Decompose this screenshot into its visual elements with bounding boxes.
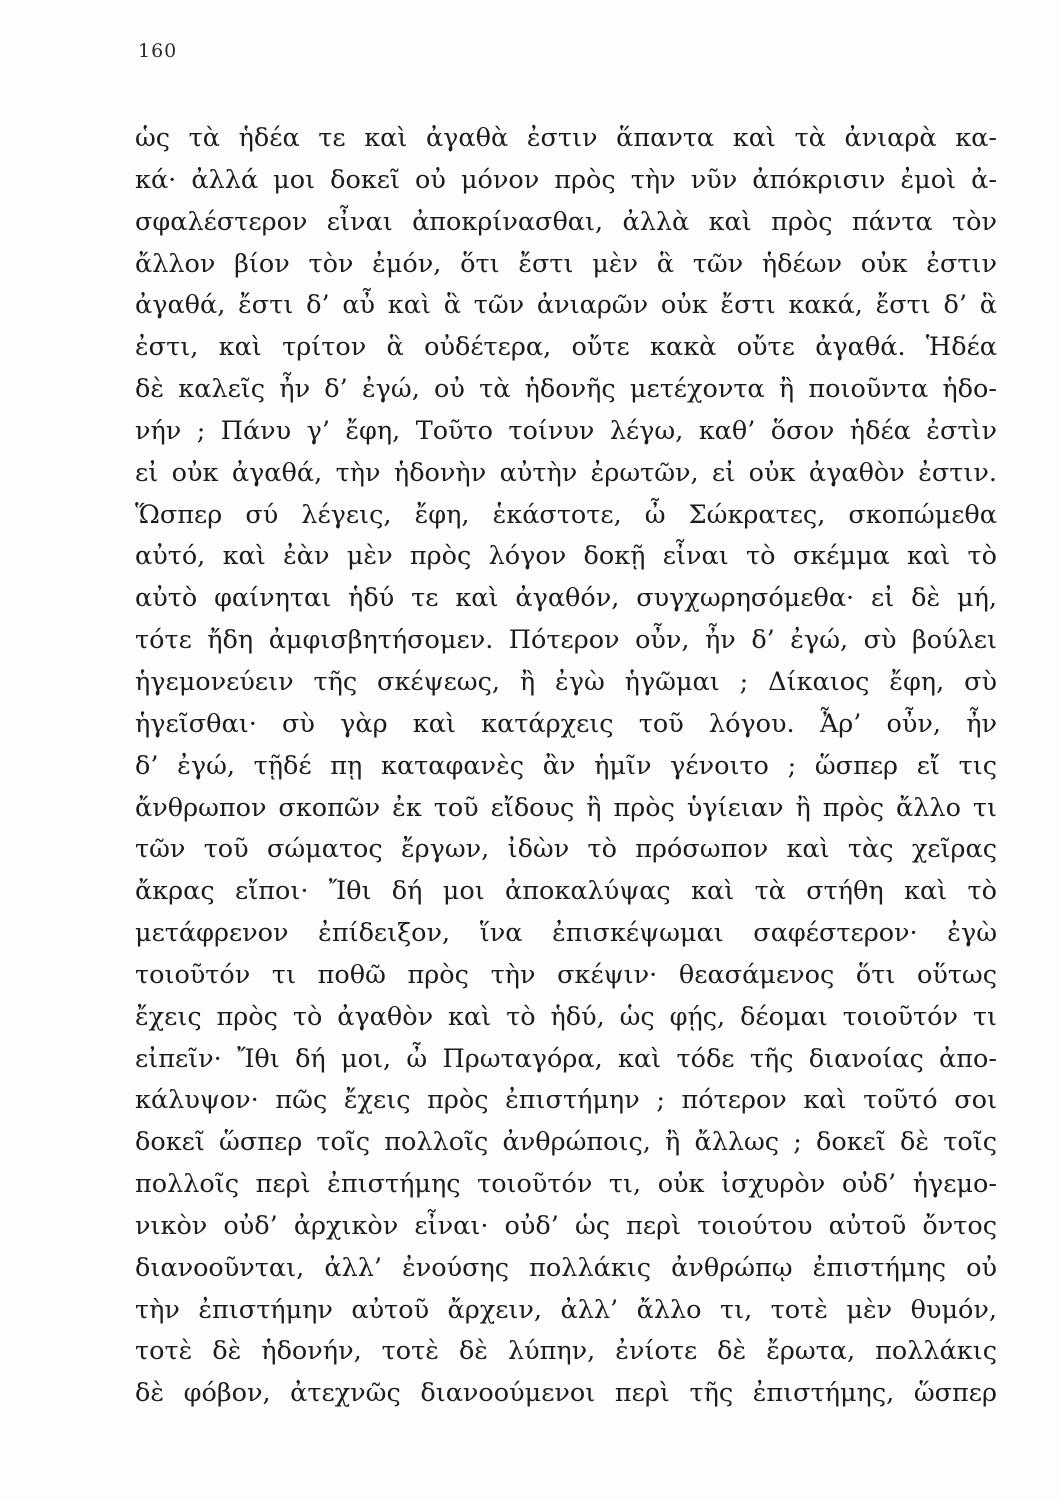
text-line: κάλυψον· πῶς ἔχεις πρὸς ἐπιστήμην ; πότερον καὶ τοῦτό σοι xyxy=(135,1085,997,1116)
text-line: Ὥσπερ σύ λέγεις, ἔφη, ἑκάστοτε, ὦ Σώκρατες, σκοπώμεθα xyxy=(135,499,997,530)
text-line: νικὸν οὐδ’ ἀρχικὸν εἶναι· οὐδ’ ὡς περὶ τοιούτου αὐτοῦ ὄντος xyxy=(135,1210,997,1241)
text-line: τότε ἤδη ἀμφισβητήσομεν. Πότερον οὖν, ἦν δ’ ἐγώ, σὺ βούλει xyxy=(135,625,997,656)
text-line: δὲ καλεῖς ἦν δ’ ἐγώ, οὐ τὰ ἡδονῆς μετέχοντα ἢ ποιοῦντα ἡδο- xyxy=(135,374,997,405)
text-line: αὐτὸ φαίνηται ἡδύ τε καὶ ἀγαθόν, συγχωρησόμεθα· εἰ δὲ μή, xyxy=(135,583,997,614)
text-line: ἄκρας εἴποι· Ἴθι δή μοι ἀποκαλύψας καὶ τὰ στήθη καὶ τὸ xyxy=(135,876,997,907)
text-line: δ’ ἐγώ, τῇδέ πῃ καταφανὲς ἂν ἡμῖν γένοιτο ; ὥσπερ εἴ τις xyxy=(135,750,997,781)
text-line: αὐτό, καὶ ἐὰν μὲν πρὸς λόγον δοκῇ εἶναι τὸ σκέμμα καὶ τὸ xyxy=(135,541,997,572)
text-line: ἡγεμονεύειν τῆς σκέψεως, ἢ ἐγὼ ἡγῶμαι ; Δίκαιος ἔφη, σὺ xyxy=(135,666,997,697)
text-line: ἐστι, καὶ τρίτον ἃ οὐδέτερα, οὔτε κακὰ οὔτε ἀγαθά. Ἡδέα xyxy=(135,332,997,363)
text-line: κά· ἀλλά μοι δοκεῖ οὐ μόνον πρὸς τὴν νῦν ἀπόκρισιν ἐμοὶ ἀ- xyxy=(135,164,997,195)
text-line: σφαλέστερον εἶναι ἀποκρίνασθαι, ἀλλὰ καὶ πρὸς πάντα τὸν xyxy=(135,206,997,237)
text-line: εἰ οὐκ ἀγαθά, τὴν ἡδονὴν αὐτὴν ἐρωτῶν, εἰ οὐκ ἀγαθὸν ἐστιν. xyxy=(135,457,997,488)
text-line: διανοοῦνται, ἀλλ’ ἐνούσης πολλάκις ἀνθρώπῳ ἐπιστήμης οὐ xyxy=(135,1252,997,1283)
text-line: τοιοῦτόν τι ποθῶ πρὸς τὴν σκέψιν· θεασάμενος ὅτι οὕτως xyxy=(135,959,997,990)
page-number: 160 xyxy=(138,40,178,62)
text-line: δὲ φόβον, ἀτεχνῶς διανοούμενοι περὶ τῆς ἐπιστήμης, ὥσπερ xyxy=(135,1378,997,1409)
text-line: δοκεῖ ὥσπερ τοῖς πολλοῖς ἀνθρώποις, ἢ ἄλλως ; δοκεῖ δὲ τοῖς xyxy=(135,1127,997,1158)
text-line: εἰπεῖν· Ἴθι δή μοι, ὦ Πρωταγόρα, καὶ τόδε τῆς διανοίας ἀπο- xyxy=(135,1043,997,1074)
text-line: πολλοῖς περὶ ἐπιστήμης τοιοῦτόν τι, οὐκ ἰσχυρὸν οὐδ’ ἡγεμο- xyxy=(135,1169,997,1200)
text-line: ἡγεῖσθαι· σὺ γὰρ καὶ κατάρχεις τοῦ λόγου. Ἆρ’ οὖν, ἦν xyxy=(135,708,997,739)
text-line: τῶν τοῦ σώματος ἔργων, ἰδὼν τὸ πρόσωπον καὶ τὰς χεῖρας xyxy=(135,834,997,865)
text-line: ἀγαθά, ἔστι δ’ αὖ καὶ ἃ τῶν ἀνιαρῶν οὐκ ἔστι κακά, ἔστι δ’ ἃ xyxy=(135,290,997,321)
greek-text-body xyxy=(135,118,997,1415)
text-line: ἔχεις πρὸς τὸ ἀγαθὸν καὶ τὸ ἡδύ, ὡς φῄς, δέομαι τοιοῦτόν τι xyxy=(135,1001,997,1032)
text-line: τοτὲ δὲ ἡδονήν, τοτὲ δὲ λύπην, ἐνίοτε δὲ ἔρωτα, πολλάκις xyxy=(135,1336,997,1367)
text-line: τὴν ἐπιστήμην αὐτοῦ ἄρχειν, ἀλλ’ ἄλλο τι, τοτὲ μὲν θυμόν, xyxy=(135,1294,997,1325)
text-line: ὡς τὰ ἡδέα τε καὶ ἀγαθὰ ἐστιν ἅπαντα καὶ τὰ ἀνιαρὰ κα- xyxy=(135,123,997,153)
text-line: ἄλλον βίον τὸν ἐμόν, ὅτι ἔστι μὲν ἃ τῶν ἡδέων οὐκ ἐστιν xyxy=(135,248,997,279)
text-line: ἄνθρωπον σκοπῶν ἐκ τοῦ εἴδους ἢ πρὸς ὑγίειαν ἢ πρὸς ἄλλο τι xyxy=(135,792,997,823)
text-line: μετάφρενον ἐπίδειξον, ἵνα ἐπισκέψωμαι σαφέστερον· ἐγὼ xyxy=(135,918,997,949)
text-line: νήν ; Πάνυ γ’ ἔφη, Τοῦτο τοίνυν λέγω, καθ’ ὅσον ἡδέα ἐστὶν xyxy=(135,415,997,446)
